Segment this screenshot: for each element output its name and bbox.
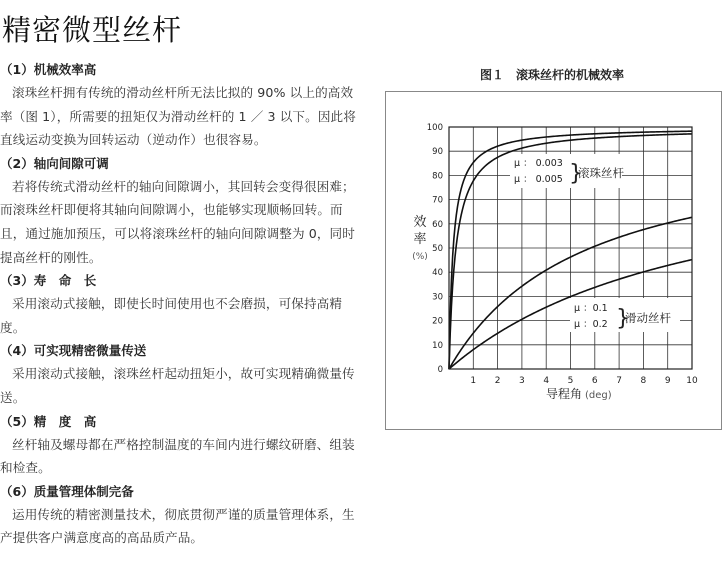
section-heading: （3）寿 命 长: [0, 273, 97, 289]
feature-section: [0, 152, 356, 269]
x-tick-label: 9: [664, 376, 671, 386]
page-title: 精密微型丝杆: [2, 13, 183, 47]
section-body: 采用滚动式接触，滚珠丝杆起动扭矩小，故可实现精确微量传送。: [0, 366, 355, 405]
section-body: 滚珠丝杆拥有传统的滑动丝杆所无法比拟的 90% 以上的高效率（图 1），所需要的扭矩仅为滑动丝杆的 1 ／ 3 以下。因此将直线运动变换为回转运动（逆动作）也很容易。: [0, 85, 356, 148]
section-body: 采用滚动式接触，即使长时间使用也不会磨损，可保持高精度。: [0, 296, 343, 335]
section-body: 若将传统式滑动丝杆的轴向间隙调小，其回转会变得很困难；而滚珠丝杆即便将其轴向间隙调小，也能够实现顺畅回转。而且，通过施加预压，可以将滚珠丝杆的轴向间隙调整为 0，同时提高丝杆的刚性。: [0, 178, 355, 265]
chart-frame: [385, 91, 722, 430]
y-axis-label-line1: 效: [413, 215, 427, 230]
ball-mu-1-label: μ ： 0.003: [514, 158, 563, 169]
efficiency-chart: [386, 92, 721, 429]
x-tick-label: 5: [567, 376, 574, 386]
feature-section: [0, 339, 356, 409]
x-axis-unit: (deg): [585, 390, 612, 401]
y-tick-label: 50: [432, 244, 443, 254]
feature-section: [0, 269, 356, 339]
x-axis-label: 导程角: [545, 387, 583, 401]
x-tick-label: 8: [640, 376, 647, 386]
ball-screw-label: 滚珠丝杆: [578, 166, 624, 180]
y-tick-label: 70: [432, 195, 443, 206]
ball-brace-icon: }: [569, 161, 583, 186]
y-tick-label: 0: [437, 365, 443, 375]
y-axis-label-line2: 率: [413, 232, 427, 247]
y-tick-label: 10: [432, 340, 443, 351]
y-tick-label: 80: [432, 171, 443, 182]
section-heading: （1）机械效率高: [0, 62, 97, 77]
y-tick-label: 100: [426, 123, 443, 133]
chart-title: 图１ 滚珠丝杆的机械效率: [479, 68, 624, 82]
slide-mu-2-label: μ ：0.2: [574, 319, 608, 330]
feature-section: [0, 480, 356, 550]
x-tick-label: 2: [494, 376, 501, 386]
features-list: [0, 58, 356, 550]
sliding-screw-label: 滑动丝杆: [625, 311, 671, 325]
section-body: 运用传统的精密测量技术，彻底贯彻严谨的质量管理体系，生产提供客户满意度高的高品质产品。: [0, 506, 355, 546]
y-tick-label: 60: [432, 219, 443, 230]
x-tick-label: 3: [519, 376, 525, 386]
x-tick-label: 7: [616, 376, 622, 386]
section-heading: （4）可实现精密微量传送: [0, 343, 147, 359]
slide-brace-icon: }: [616, 306, 630, 331]
x-tick-label: 6: [591, 376, 598, 386]
y-axis-unit: (%): [412, 252, 428, 262]
feature-section: [0, 410, 356, 480]
x-tick-label: 1: [470, 376, 477, 386]
x-tick-label: 4: [543, 376, 550, 386]
section-heading: （2）轴向间隙可调: [0, 155, 109, 171]
feature-section: [0, 58, 356, 152]
ball-mu-2-label: μ ： 0.005: [514, 174, 563, 185]
y-tick-label: 40: [432, 268, 443, 279]
x-tick-label: 10: [686, 376, 698, 386]
section-heading: （6）质量管理体制完备: [0, 483, 134, 499]
slide-mu-1-label: μ ：0.1: [574, 303, 608, 314]
section-body: 丝杆轴及螺母都在严格控制温度的车间内进行螺纹研磨、组装和检查。: [0, 436, 355, 476]
section-heading: （5）精 度 高: [0, 413, 97, 429]
y-tick-label: 30: [432, 292, 443, 303]
y-tick-label: 20: [432, 316, 443, 327]
y-tick-label: 90: [432, 147, 443, 158]
